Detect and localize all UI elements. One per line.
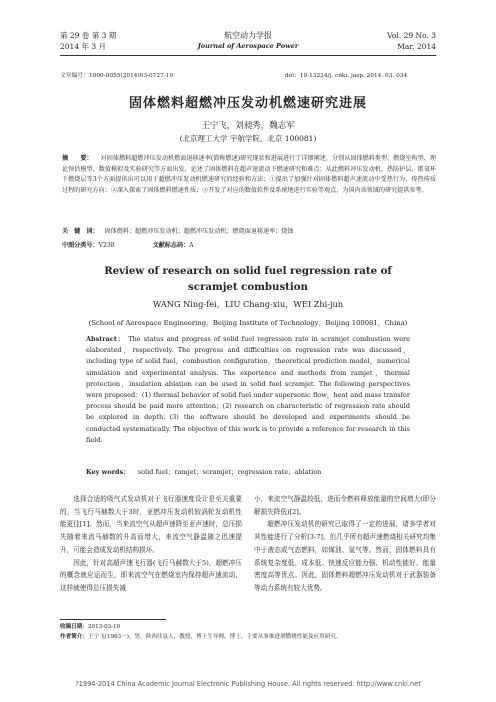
title-en (60, 263, 436, 295)
clc-label: 中图分类号： (62, 242, 99, 249)
header-right (387, 30, 436, 52)
body-paragraph: 选择合适的吸气式发动机对于飞行器速度设计是至关重要的，当飞行马赫数大于3时，亚燃冲压发动机较涡轮发动机性能更佳[1]。然而，当来流空气从超声速降至亚声速时，总压损失随着来流马赫数的升高而增大，来流空气静温随之迅速提升，可能会造成发动机结构损坏。 (60, 495, 242, 554)
keywords-en-label: Key words： (86, 468, 130, 476)
keywords-cn-label: 关 键 词： (62, 228, 99, 235)
copyright-notice: ?1994-2014 China Academic Journal Electronic Publishing House. All rights reserved. http://www.cnki.net (75, 680, 421, 688)
journal-name-cn: 航空动力学报 (224, 31, 272, 40)
abstract-cn-text: 对固体燃料超燃冲压发动机燃面退移速率(简称燃速)研究现状和进展进行了详细阐述，分别从固体燃料类型、燃烧室构型、理论预估模型、数值模拟及实验研究等方面出发，论述了固体燃料在超声速流动下燃速研究和难点；从此燃料冲压发动机、热防护层、匿氧环下燃烧层等3个方面提供出可以用于超燃冲压发动机燃速研究的经验和方法；①提出了加强针对固体燃料超声速流动中受热行为、传热传质过程的研究方向；②深入探索了固体燃料燃速性质；③开发了对应的数值软件及系统地进行实验等观点，为国内该领域的研究提供参考。 (62, 155, 437, 194)
footnote (60, 622, 436, 642)
abstract-cn-label: 摘 要： (62, 155, 93, 162)
body-paragraph: 超燃冲压发动机的研究已取得了一定的进展，诸多学者对其性能进行了分析[3-7]。但几乎所有超声速燃烧相关研究均集中于液态或气态燃料，如煤油、氢气等。然而，固体燃料具有系统复杂度低、成本低、快速反应能力强、机动性能好、能量密度高等优点。因此，固体燃料超燃冲压发动机对于武器装备等动力系统有较大优势。 (254, 520, 436, 592)
received-date: 收稿日期：2013-03-10 (60, 624, 121, 630)
date-en: Mar. 2014 (397, 42, 436, 51)
doc-code-value: A (189, 242, 194, 249)
footnote-rule (60, 619, 166, 620)
author-bio: 作者简介：王宁飞(1963－)，男，陕西佳县人，教授，博士生导师，博士，主要从事推进剂燃烧性能及应用研究。 (60, 634, 342, 640)
authors-cn: 王宁飞，刘昶秀，魏志军 (201, 121, 295, 131)
abstract-cn (62, 154, 436, 196)
authors-en: WANG Ning-fei，LIU Chang-xiu，WEI Zhi-jun (152, 299, 344, 309)
body-paragraph: 小，来流空气静温较低，进而令燃料释放能量的空间增大(即分解损失降低)[2]。 (254, 495, 436, 516)
abstract-en (86, 334, 410, 446)
date-cn: 2014 年 3 月 (60, 42, 107, 51)
keywords-en (86, 467, 410, 476)
keywords-cn (62, 226, 436, 235)
classification-cn (62, 240, 436, 249)
volume-issue-cn: 第 29 卷 第 3 期 (60, 31, 117, 40)
affiliation-cn: (北京理工大学 宇航学院，北京 100081) (179, 134, 317, 143)
title-cn: 固体燃料超燃冲压发动机燃速研究进展 (128, 96, 367, 111)
keywords-en-text: solid fuel；ramjet；scramjet；regression rate；ablation (137, 468, 322, 476)
header-rule (60, 55, 436, 56)
header-center (60, 30, 436, 52)
clc-value: V238 (98, 242, 115, 249)
keywords-cn-text: 固体燃料；超燃冲压发动机；超燃冲压发动机；燃烧面退移速率；烧蚀 (104, 228, 294, 235)
journal-name-en: Journal of Aerospace Power (197, 42, 299, 50)
doc-code-label: 文献标志码： (152, 242, 190, 249)
affiliation-en: (School of Aerospace Engineering，Beijing Institute of Technology，Beijing 100081，China) (88, 319, 408, 327)
abstract-en-text: The status and progress of solid fuel regression rate in scramjet combustion were elaborated，respectively. The progress and difficulties on regression rate was discussed，including type of solid fuel，combustion configuration，theoretical prediction model，numerical simulation and experimental analysis. The experience and methods from ramjet，thermal protection，insulation ablation can be used in solid fuel scramjet. The following perspectives were proposed：(1) thermal behavior of solid fuel under supersonic flow，heat and mass transfer process should be paid more attention；(2) research on characteristic of regression rate should be explored in depth；(3) the software should be developed and experiments should be conducted systematically. The objective of this work is to provide a reference for research in this field. (86, 335, 410, 444)
title-en-line2: scramjet combustion (188, 281, 308, 293)
article-number: 文章编号：1000-8055(2014)03-0727-10 (60, 73, 174, 79)
body-column-right (254, 493, 436, 595)
body-paragraph: 因此，针对高超声速飞行器(飞行马赫数大于5)，超燃冲压的概念就应运而生，即来流空气在燃烧室内保持超声速流动，这样就使得总压损失减 (60, 558, 242, 592)
abstract-en-label: Abstract： (86, 335, 126, 343)
body-column-left (60, 493, 242, 595)
volume-issue-en: Vol. 29 No. 3 (387, 31, 436, 40)
doi: doi：10.13224/j. cnki. jasp. 2014. 03. 034 (285, 73, 408, 79)
title-en-line1: Review of research on solid fuel regression rate of (104, 265, 392, 277)
